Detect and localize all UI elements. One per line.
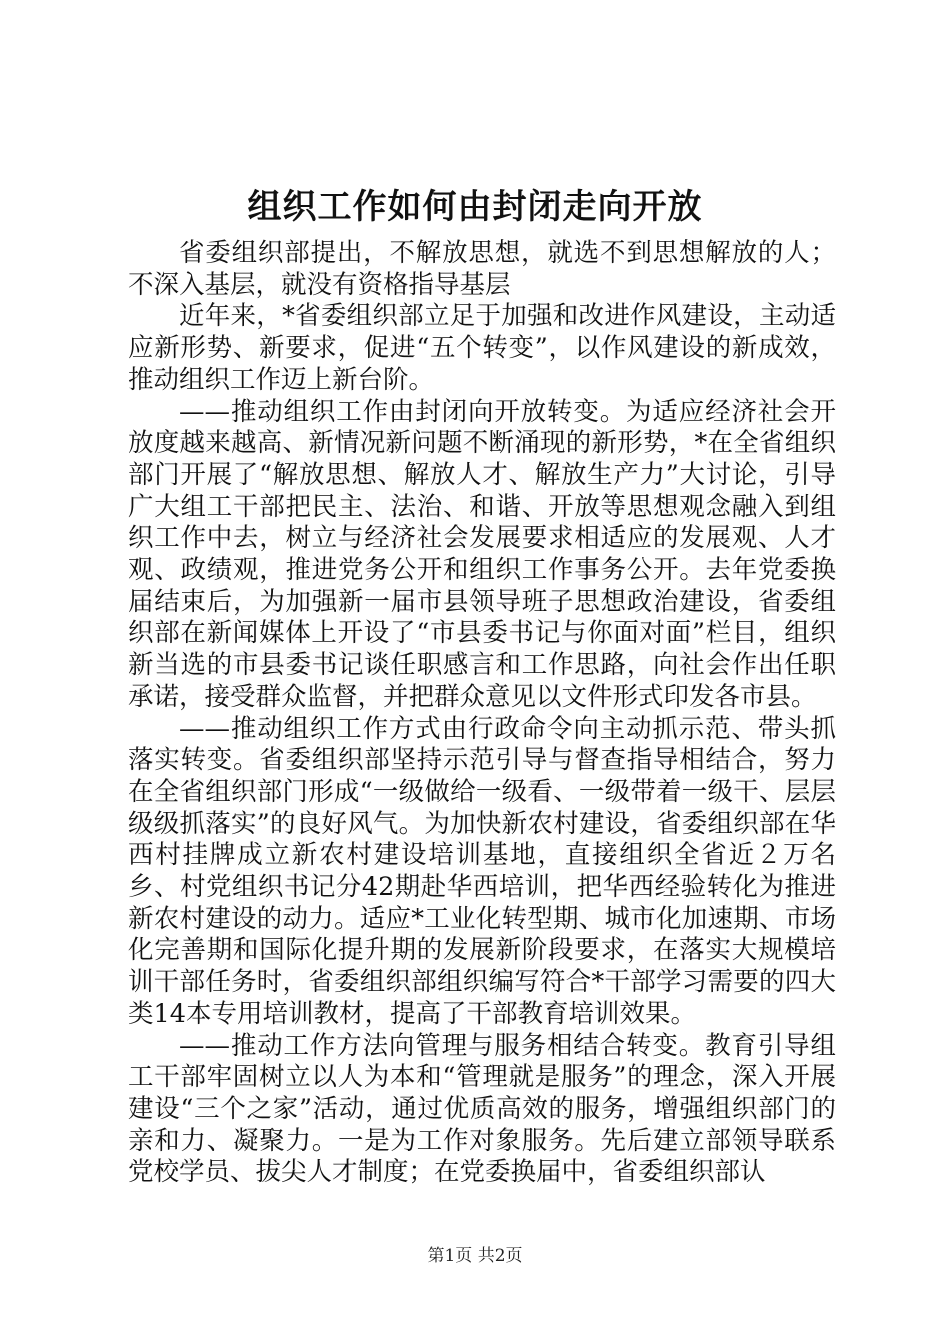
document-body [128, 238, 836, 1189]
document-title: 组织工作如何由封闭走向开放 [247, 187, 703, 227]
paragraph-method-transition: ——推动组织工作方式由行政命令向主动抓示范、带头抓落实转变。省委组织部坚持示范引导与督查指导相结合，努力在全省组织部门形成“一级做给一级看、一级带着一级干、层层级级抓落实”的良好风气。为加快新农村建设，省委组织部在华西村挂牌成立新农村建设培训基地，直接组织全省近２万名乡、村党组织书记分42期赴华西培训，把华西经验转化为推进新农村建设的动力。适应*工业化转型期、城市化加速期、市场化完善期和国际化提升期的发展新阶段要求，在落实大规模培训干部任务时，省委组织部组织编写符合*干部学习需要的四大类14本专用培训教材，提高了干部教育培训效果。 [128, 713, 836, 1029]
paragraph-service-transition: ——推动工作方法向管理与服务相结合转变。教育引导组工干部牢固树立以人为本和“管理就是服务”的理念，深入开展建设“三个之家”活动，通过优质高效的服务，增强组织部门的亲和力、凝聚力。一是为工作对象服务。先后建立部领导联系党校学员、拔尖人才制度；在党委换届中，省委组织部认 [128, 1030, 836, 1188]
paragraph-open-transition: ——推动组织工作由封闭向开放转变。为适应经济社会开放度越来越高、新情况新问题不断涌现的新形势，*在全省组织部门开展了“解放思想、解放人才、解放生产力”大讨论，引导广大组工干部把民主、法治、和谐、开放等思想观念融入到组织工作中去，树立与经济社会发展要求相适应的发展观、人才观、政绩观，推进党务公开和组织工作事务公开。去年党委换届结束后，为加强新一届市县领导班子思想政治建设，省委组织部在新闻媒体上开设了“市县委书记与你面对面”栏目，组织新当选的市县委书记谈任职感言和工作思路，向社会作出任职承诺，接受群众监督，并把群众意见以文件形式印发各市县。 [128, 396, 836, 712]
paragraph-intro: 省委组织部提出，不解放思想，就选不到思想解放的人；不深入基层，就没有资格指导基层 [128, 238, 836, 300]
paragraph-overview: 近年来，*省委组织部立足于加强和改进作风建设，主动适应新形势、新要求，促进“五个转变”，以作风建设的新成效，推动组织工作迈上新台阶。 [128, 301, 836, 395]
page-footer: 第1页 共2页 [427, 1246, 523, 1266]
